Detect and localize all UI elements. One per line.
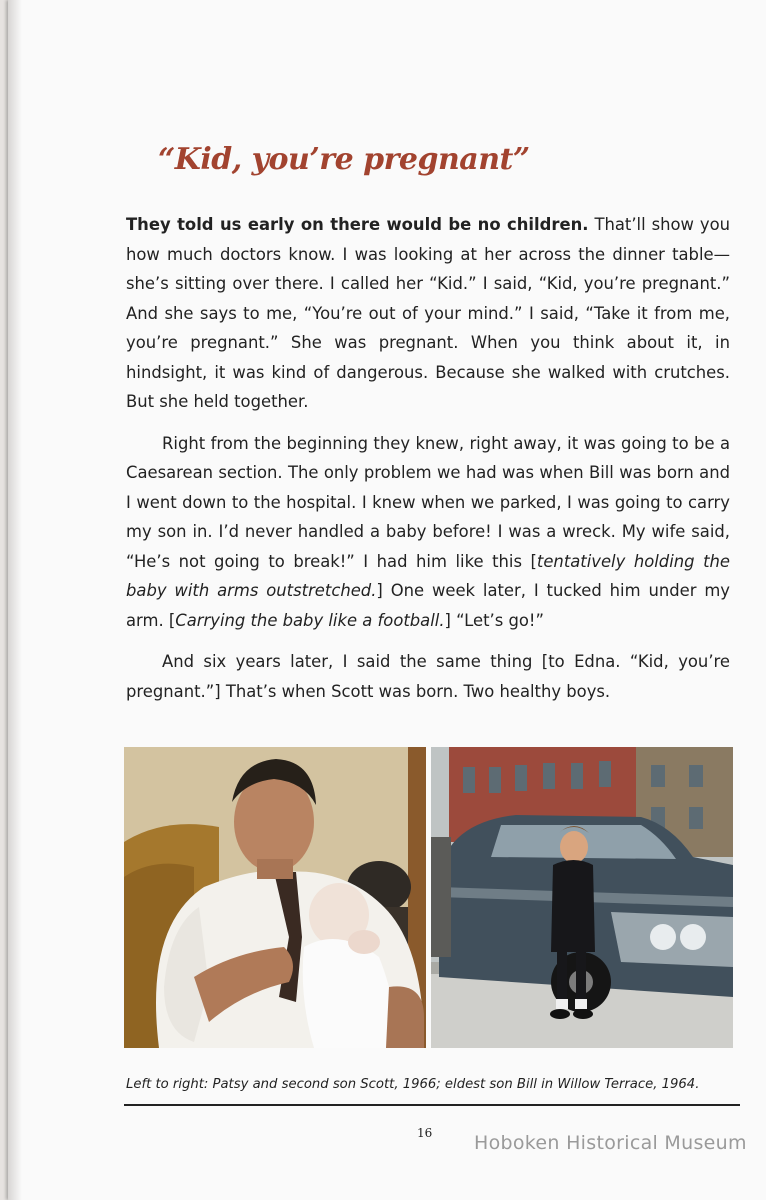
paragraph-1-lead: They told us early on there would be no children. — [126, 215, 589, 234]
paragraph-2-part-b: ] One week later, I tucked him under my arm. [ — [126, 581, 730, 630]
museum-watermark: Hoboken Historical Museum — [474, 1132, 747, 1154]
paragraph-2-italic-1: tentatively holding the baby with arms outstretched. — [126, 551, 730, 600]
paragraph-2-italic-2: Carrying the baby like a football. — [175, 610, 445, 630]
photo-boy-with-car-image — [431, 747, 733, 1048]
body-text — [126, 210, 730, 718]
section-heading: “Kid, you’re pregnant” — [158, 142, 530, 177]
book-page — [8, 0, 766, 1200]
photo-father-with-baby — [124, 747, 426, 1048]
paragraph-2-part-c: ] “Let’s go!” — [444, 610, 544, 630]
page-edge-shadow — [8, 0, 22, 1200]
photo-boy-with-car — [431, 747, 733, 1048]
page-number: 16 — [417, 1126, 433, 1140]
paragraph-1 — [126, 210, 730, 417]
paragraph-1-rest: That’ll show you how much doctors know. I was looking at her across the dinner table—she’s sitting over there. I called her “Kid.” I said, “Kid, you’re pregnant.” And she says to me, “You’re out of your mind.” I said, “Take it from me, you’re pregnant.” She was pregnant. When you think about it, in hindsight, it was kind of dangerous. Because she walked with crutches. But she held together. — [126, 215, 731, 411]
paragraph-3: And six years later, I said the same thing [to Edna. “Kid, you’re pregnant.”] That’s when Scott was born. Two healthy boys. — [126, 652, 730, 701]
paragraph-2-part-a: Right from the beginning they knew, right away, it was going to be a Caesarean section. The only problem we had was when Bill was born and I went down to the hospital. I knew when we parked, I was going to carry my son in. I’d never handled a baby before! I was a wreck. My wife said, “He’s not going to break!” I had him like this [ — [126, 433, 730, 571]
photo-caption: Left to right: Patsy and second son Scott, 1966; eldest son Bill in Willow Terrace, 1964. — [126, 1077, 700, 1092]
caption-rule — [124, 1104, 740, 1106]
photo-father-with-baby-image — [124, 747, 426, 1048]
paragraph-2 — [126, 429, 730, 636]
